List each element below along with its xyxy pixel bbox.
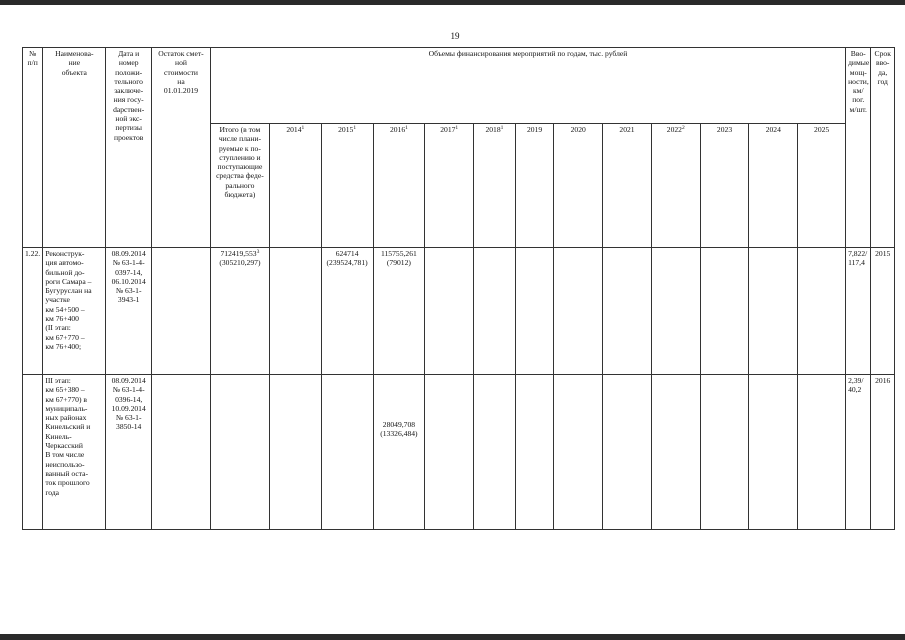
expertise-date-stage3: 08.09.2014 № 63-1-4- 0396-14, 10.09.2014 № 63-1- 3850-14	[106, 375, 152, 530]
table-row-stage3	[23, 375, 895, 530]
year-2016-cell: 115755,261 (79012)	[373, 248, 425, 375]
header-object-name: Наименова- ние объекта	[43, 48, 106, 248]
year-2021-cell	[603, 375, 652, 530]
header-commission-term: Срок вво- да, год	[871, 48, 895, 248]
header-year: 2016$^1$	[373, 124, 425, 248]
year-2015-cell	[321, 375, 373, 530]
year-2020-cell	[554, 375, 603, 530]
header-year: 2018$^1$	[474, 124, 516, 248]
header-year: 2024	[749, 124, 798, 248]
year-2025-cell	[798, 375, 846, 530]
header-financing-volumes: Объемы финансирования мероприятий по годам, тыс. рублей	[210, 48, 845, 124]
expertise-date-stage2: 08.09.2014 № 63-1-4- 0397-14, 06.10.2014 № 63-1- 3943-1	[106, 248, 152, 375]
total-footnote: 3	[256, 249, 260, 255]
year-2017-cell	[425, 375, 474, 530]
header-expertise-date: Дата и номер положи- тельного заключе- ния госу- dарствен- ной экс- пертизы проектов	[106, 48, 152, 248]
year-2018-cell	[474, 375, 516, 530]
year-2025-cell	[798, 248, 846, 375]
total-value: 712419,553	[220, 249, 257, 258]
header-remaining-cost: Остаток смет- ной стоимости на 01.01.2019	[152, 48, 211, 248]
financing-table	[22, 47, 895, 530]
table-row-stage2	[23, 248, 895, 375]
header-total: Итого (в том числе плани- руемые к по- ступлению и поступающие средства феде- рального бюджета)	[210, 124, 269, 248]
year-2024-cell	[749, 375, 798, 530]
object-name-stage3: III этап: км 65+380 – км 67+770) в муниципаль- ных районах Кинельский и Кинель- Черкасский В том числе неиспользо- ванный оста- ток прошлого года	[43, 375, 106, 530]
year-2020-cell	[554, 248, 603, 375]
year-2014-cell	[269, 375, 321, 530]
remaining-cost-cell	[152, 248, 211, 375]
year-2016-unused-cell	[373, 375, 425, 530]
page-number: 19	[450, 31, 460, 41]
row-number-empty	[23, 375, 43, 530]
bottom-border-rule	[0, 634, 905, 640]
header-capacity: Вво- димые мощ- ности, км/ пог. м/шт.	[846, 48, 871, 248]
header-year: 2017$^1$	[425, 124, 474, 248]
remaining-cost-cell	[152, 375, 211, 530]
year-2015-cell: 624714 (239524,781)	[321, 248, 373, 375]
year-2022-cell	[651, 248, 700, 375]
capacity-stage2: 7,822/ 117,4	[846, 248, 871, 375]
term-stage2: 2015	[871, 248, 895, 375]
year-2023-cell	[700, 248, 749, 375]
capacity-stage3: 2,39/ 40,2	[846, 375, 871, 530]
header-year: 2020	[554, 124, 603, 248]
total-federal: (305210,297)	[219, 258, 261, 268]
header-year: 2022$^2$	[651, 124, 700, 248]
header-year: 2021	[603, 124, 652, 248]
header-year: 2025	[798, 124, 846, 248]
year-2017-cell	[425, 248, 474, 375]
year-2019-cell	[515, 248, 554, 375]
year-2022-cell	[651, 375, 700, 530]
object-name-stage2: Реконструк- ция автомо- бильной до- роги Самара – Бугуруслан на участке км 54+500 – км 76+400 (II этап: км 67+770 – км 76+400;	[43, 248, 106, 375]
term-stage3: 2016	[871, 375, 895, 530]
header-row-top	[23, 48, 895, 124]
year-2014-cell	[269, 248, 321, 375]
year-2018-cell	[474, 248, 516, 375]
header-year: 2023	[700, 124, 749, 248]
year-2019-cell	[515, 375, 554, 530]
row-number: 1.22.	[23, 248, 43, 375]
year-2024-cell	[749, 248, 798, 375]
year-2023-cell	[700, 375, 749, 530]
header-num: № п/п	[23, 48, 43, 248]
header-year: 2015$^1$	[321, 124, 373, 248]
top-border-rule	[0, 0, 905, 5]
total-cell-empty	[210, 375, 269, 530]
total-cell	[210, 248, 269, 375]
header-year: 2014$^1$	[269, 124, 321, 248]
header-year: 2019	[515, 124, 554, 248]
year-2021-cell	[603, 248, 652, 375]
unused-remainder-2016: 28049,708 (13326,484)	[380, 420, 418, 439]
